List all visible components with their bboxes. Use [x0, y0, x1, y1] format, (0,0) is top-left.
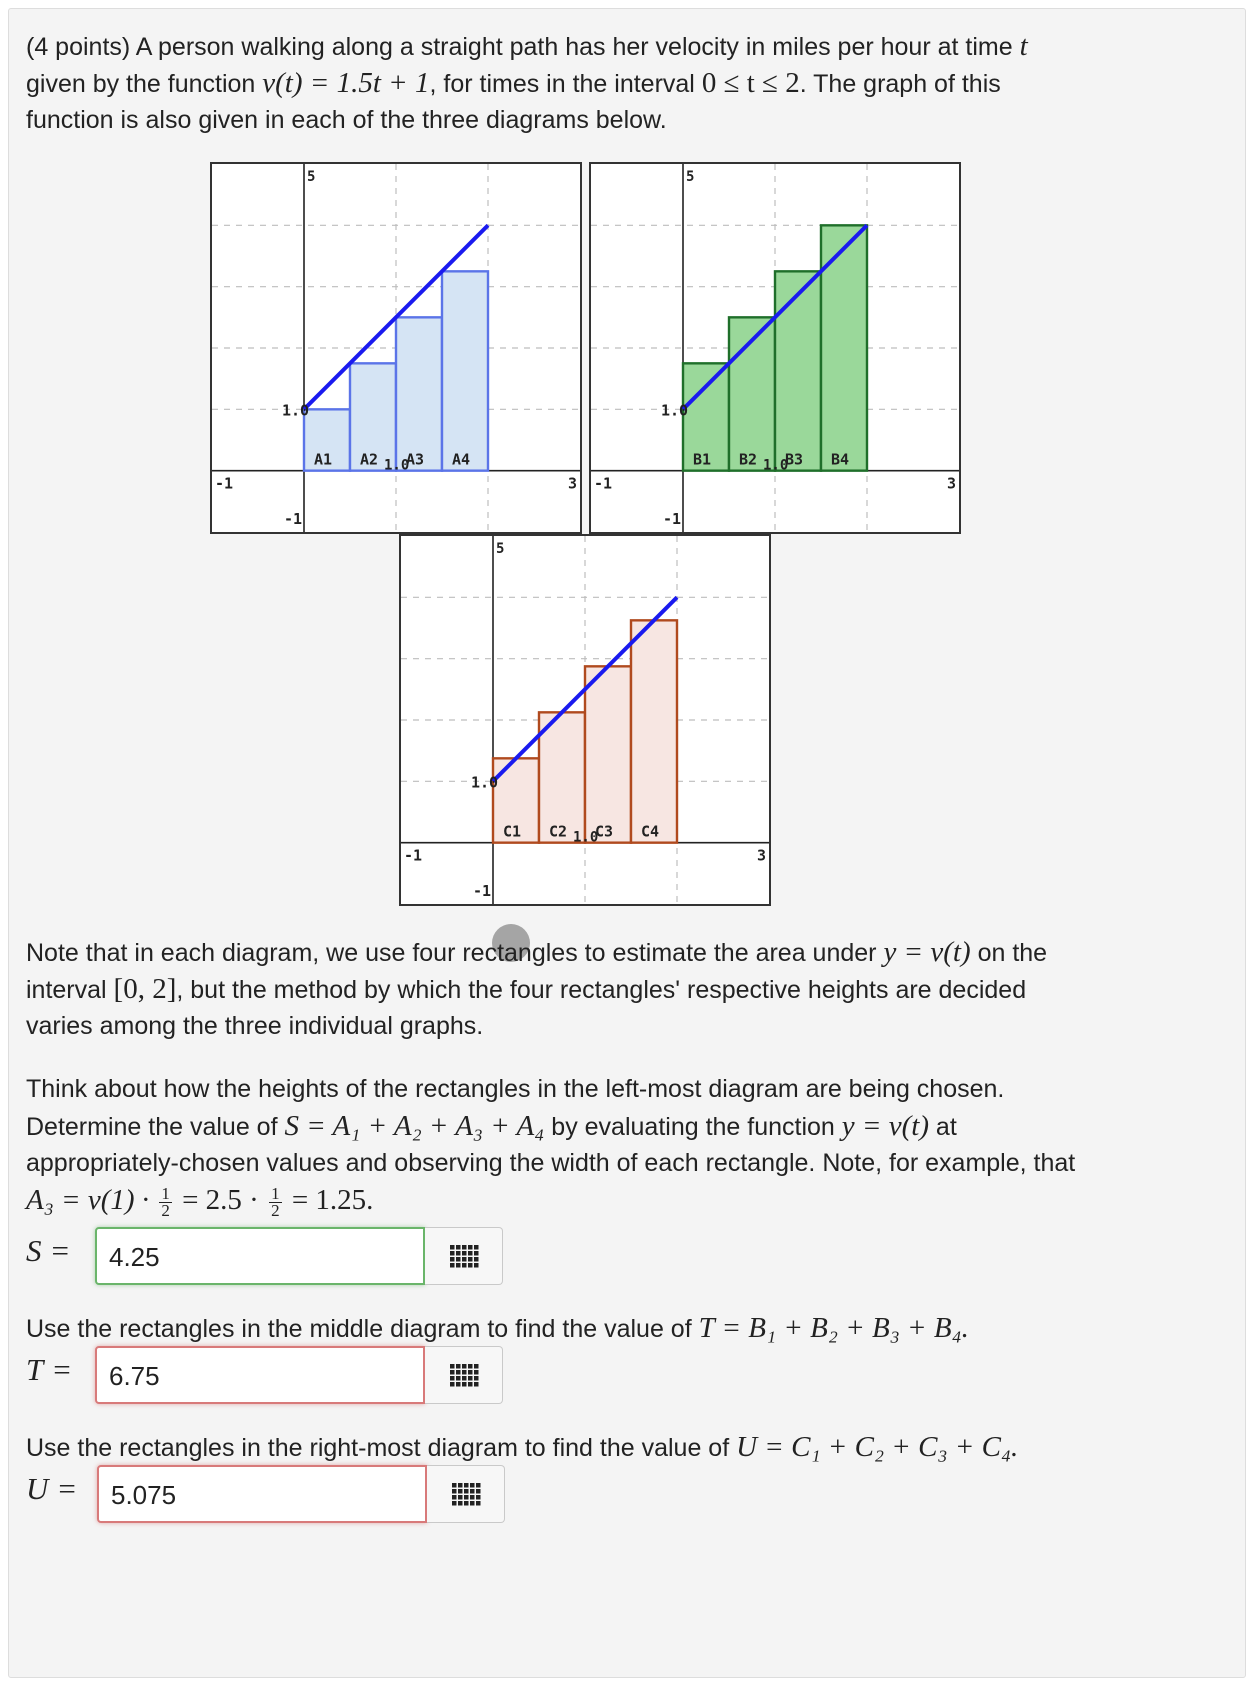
- keypad-button-T[interactable]: [425, 1346, 503, 1404]
- keypad-dot: [474, 1370, 479, 1375]
- rectangle-label: B2: [739, 450, 758, 469]
- ymax-tick-label: 5: [307, 169, 316, 185]
- keypad-dot: [468, 1245, 473, 1250]
- keypad-dot: [452, 1501, 457, 1506]
- graph-left-svg: [212, 164, 580, 532]
- keypad-dot: [450, 1257, 455, 1262]
- xmin-tick-label: -1: [215, 474, 234, 493]
- keypad-dot: [452, 1483, 457, 1488]
- prompt-U: Use the rectangles in the right-most diagram to find the value of U = C₁ + C₂ + C₃ + C₄.: [26, 1431, 1019, 1463]
- fraction-denominator: 2: [271, 1200, 280, 1220]
- keypad-dot: [462, 1257, 467, 1262]
- ymax-tick-label: 5: [496, 541, 505, 557]
- keypad-dot: [450, 1382, 455, 1387]
- fraction-numerator: 1: [161, 1183, 170, 1203]
- keypad-dot: [450, 1251, 455, 1256]
- keypad-dot: [456, 1370, 461, 1375]
- xmin-tick-label: -1: [404, 846, 423, 865]
- keypad-dot: [456, 1251, 461, 1256]
- keypad-dot: [450, 1245, 455, 1250]
- keypad-dot: [468, 1263, 473, 1268]
- keypad-dot: [458, 1495, 463, 1500]
- answer-S-input[interactable]: 4.25: [95, 1227, 425, 1285]
- keypad-dot: [450, 1364, 455, 1369]
- keypad-dot: [452, 1489, 457, 1494]
- keypad-dot: [462, 1382, 467, 1387]
- keypad-button-U[interactable]: [427, 1465, 505, 1523]
- keypad-dot: [456, 1245, 461, 1250]
- function-formula: v(t) = 1.5t + 1: [262, 67, 430, 99]
- keypad-dot: [456, 1382, 461, 1387]
- keypad-dot: [450, 1370, 455, 1375]
- xmax-tick-label: 3: [568, 474, 578, 493]
- intro-line-2: given by the function v(t) = 1.5t + 1, for times in the interval 0 ≤ t ≤ 2. The graph of this: [26, 67, 1001, 99]
- rectangle-label: A4: [452, 450, 471, 469]
- sum-S-formula: S = A₁ + A₂ + A₃ + A₄: [284, 1110, 545, 1142]
- ymin-tick-label: -1: [284, 510, 303, 528]
- x-one-tick-label: 1.0: [763, 457, 789, 474]
- keypad-dot: [456, 1257, 461, 1262]
- keypad-dot: [476, 1495, 481, 1500]
- keypad-dot: [476, 1489, 481, 1494]
- answer-U-input[interactable]: 5.075: [97, 1465, 427, 1523]
- riemann-rectangle: [396, 317, 442, 470]
- keypad-dot: [470, 1495, 475, 1500]
- rectangle-label: C2: [549, 822, 568, 841]
- keypad-dot: [474, 1251, 479, 1256]
- keypad-dot: [468, 1376, 473, 1381]
- keypad-dot: [468, 1370, 473, 1375]
- keypad-dot: [456, 1364, 461, 1369]
- keypad-grid-icon: [425, 1228, 503, 1286]
- keypad-dot: [464, 1483, 469, 1488]
- y-one-tick-label: 1.0: [471, 773, 499, 792]
- keypad-dot: [462, 1263, 467, 1268]
- keypad-dot: [456, 1263, 461, 1268]
- xmax-tick-label: 3: [757, 846, 767, 865]
- rectangle-label: C4: [641, 822, 660, 841]
- keypad-dot: [450, 1376, 455, 1381]
- answer-row-U: [26, 1465, 506, 1523]
- rectangle-label: B3: [785, 450, 804, 469]
- answer-T-input[interactable]: 6.75: [95, 1346, 425, 1404]
- keypad-dot: [464, 1495, 469, 1500]
- keypad-grid-icon: [425, 1347, 503, 1405]
- graph-middle-svg: [591, 164, 959, 532]
- fraction-denominator: 2: [161, 1200, 170, 1220]
- note-line-1: Note that in each diagram, we use four rectangles to estimate the area under y = v(t) on the: [26, 936, 1048, 968]
- y-one-tick-label: 1.0: [661, 401, 689, 420]
- note-line-2: interval [0, 2], but the method by which the four rectangles' respective heights are decided: [26, 973, 1027, 1005]
- think-line-2: Determine the value of S = A₁ + A₂ + A₃ + A₄ by evaluating the function y = v(t) at: [26, 1110, 957, 1142]
- keypad-dot: [468, 1257, 473, 1262]
- graph-left-riemann: [210, 162, 582, 534]
- keypad-dot: [470, 1483, 475, 1488]
- fraction-numerator: 1: [271, 1183, 280, 1203]
- answer-U-label: U =: [26, 1471, 76, 1506]
- rectangle-label: B4: [831, 450, 850, 469]
- ymin-tick-label: -1: [663, 510, 682, 528]
- keypad-dot: [474, 1263, 479, 1268]
- rectangle-label: A3: [406, 450, 425, 469]
- rectangle-label: A1: [314, 450, 333, 469]
- keypad-dot: [474, 1382, 479, 1387]
- keypad-dot: [464, 1501, 469, 1506]
- riemann-rectangle: [585, 666, 631, 842]
- answer-T-label: T =: [26, 1352, 71, 1387]
- keypad-dot: [464, 1489, 469, 1494]
- ymin-tick-label: -1: [473, 882, 492, 900]
- keypad-dot: [462, 1245, 467, 1250]
- riemann-rectangle: [442, 271, 488, 470]
- x-one-tick-label: 1.0: [573, 829, 599, 846]
- keypad-dot: [462, 1251, 467, 1256]
- think-line-1: Think about how the heights of the rectangles in the left-most diagram are being chosen.: [26, 1075, 1005, 1103]
- keypad-dot: [462, 1370, 467, 1375]
- keypad-dot: [474, 1376, 479, 1381]
- riemann-rectangle: [775, 271, 821, 470]
- keypad-dot: [474, 1245, 479, 1250]
- xmax-tick-label: 3: [947, 474, 957, 493]
- keypad-grid-icon: [427, 1466, 505, 1524]
- keypad-dot: [462, 1376, 467, 1381]
- prompt-T: Use the rectangles in the middle diagram to find the value of T = B₁ + B₂ + B₃ + B₄.: [26, 1312, 969, 1344]
- interval-formula: 0 ≤ t ≤ 2: [701, 67, 800, 99]
- keypad-dot: [470, 1501, 475, 1506]
- keypad-button-S[interactable]: [425, 1227, 503, 1285]
- answer-row-S: [26, 1227, 506, 1285]
- rectangle-label: C3: [595, 822, 614, 841]
- think-line-3: appropriately-chosen values and observing the width of each rectangle. Note, for example, that: [26, 1149, 1076, 1177]
- keypad-dot: [470, 1489, 475, 1494]
- answer-S-label: S =: [26, 1233, 69, 1268]
- keypad-dot: [468, 1364, 473, 1369]
- keypad-dot: [462, 1364, 467, 1369]
- example-formula: A₃ = v(1) · $\frac{1}{2}$ = 2.5 · $\frac{1}{2}$ = 1.25.: [26, 1183, 374, 1220]
- keypad-dot: [458, 1501, 463, 1506]
- riemann-rectangle: [631, 620, 677, 842]
- rectangle-label: C1: [503, 822, 522, 841]
- graph-right-svg: [401, 536, 769, 904]
- keypad-dot: [468, 1382, 473, 1387]
- keypad-dot: [452, 1495, 457, 1500]
- keypad-dot: [456, 1376, 461, 1381]
- note-line-3: varies among the three individual graphs.: [26, 1012, 484, 1040]
- keypad-dot: [474, 1257, 479, 1262]
- keypad-dot: [458, 1489, 463, 1494]
- keypad-dot: [476, 1501, 481, 1506]
- answer-row-T: [26, 1346, 506, 1404]
- graph-right-riemann: [399, 534, 771, 906]
- y-one-tick-label: 1.0: [282, 401, 310, 420]
- ymax-tick-label: 5: [686, 169, 695, 185]
- keypad-dot: [458, 1483, 463, 1488]
- keypad-dot: [476, 1483, 481, 1488]
- intro-line-1: (4 points) A person walking along a straight path has her velocity in miles per hour at time t: [26, 30, 1028, 62]
- x-one-tick-label: 1.0: [384, 457, 410, 474]
- keypad-dot: [468, 1251, 473, 1256]
- rectangle-label: B1: [693, 450, 712, 469]
- xmin-tick-label: -1: [594, 474, 613, 493]
- graph-middle-riemann: [589, 162, 961, 534]
- rectangle-label: A2: [360, 450, 379, 469]
- intro-line-3: function is also given in each of the three diagrams below.: [26, 106, 667, 134]
- keypad-dot: [450, 1263, 455, 1268]
- keypad-dot: [474, 1364, 479, 1369]
